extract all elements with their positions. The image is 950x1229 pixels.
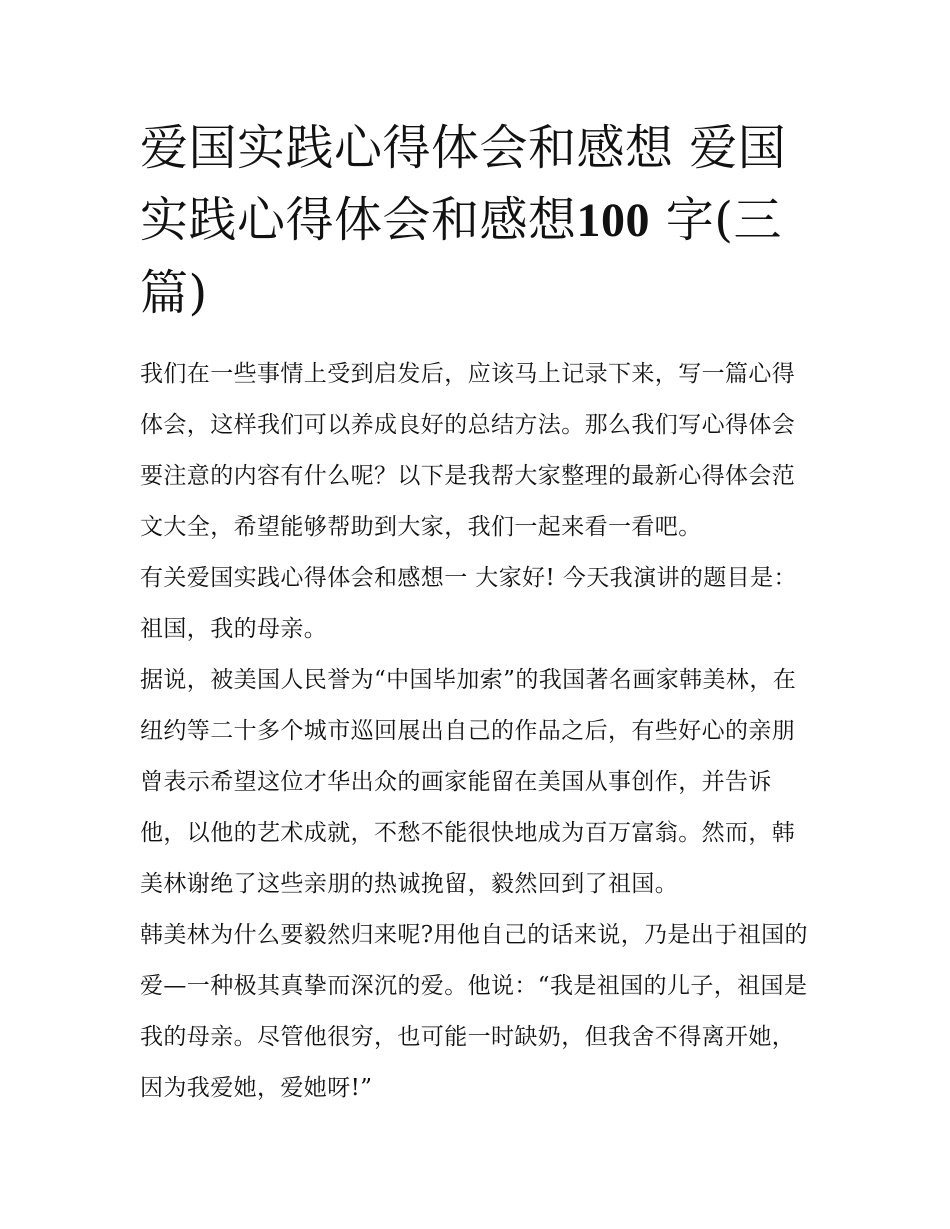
document-title [140,112,812,329]
title-number: 100 [576,194,651,247]
paragraph-han-meilin-quote: 韩美林为什么要毅然归来呢?用他自己的话来说，乃是出于祖国的爱—一种极其真挚而深沉的爱。他说：“我是祖国的儿子，祖国是我的母亲。尽管他很穷，也可能一时缺奶，但我舍不得离开她，因为我爱她，爱她呀!” [140,922,808,1101]
paragraph-speech-opening: 有关爱国实践心得体会和感想一 大家好! 今天我演讲的题目是：祖国，我的母亲。 [140,565,797,642]
document-body [140,349,812,1114]
document-page [140,112,812,1114]
title-text-2: 字(三篇) [140,192,783,321]
paragraph-han-meilin: 据说，被美国人民誉为“中国毕加索”的我国著名画家韩美林，在纽约等二十多个城市巡回展出自己的作品之后，有些好心的亲朋曾表示希望这位才华出众的画家能留在美国从事创作，并告诉他，以他的艺术成就，不愁不能很快地成为百万富翁。然而，韩美林谢绝了这些亲朋的热诚挽留，毅然回到了祖国。 [140,667,797,897]
title-text-1: 爱国实践心得体会和感想 爱国实践心得体会和感想 [140,120,787,248]
paragraph-intro: 我们在一些事情上受到启发后，应该马上记录下来，写一篇心得体会，这样我们可以养成良好的总结方法。那么我们写心得体会要注意的内容有什么呢？以下是我帮大家整理的最新心得体会范文大全，希望能够帮助到大家，我们一起来看一看吧。 [140,361,796,540]
